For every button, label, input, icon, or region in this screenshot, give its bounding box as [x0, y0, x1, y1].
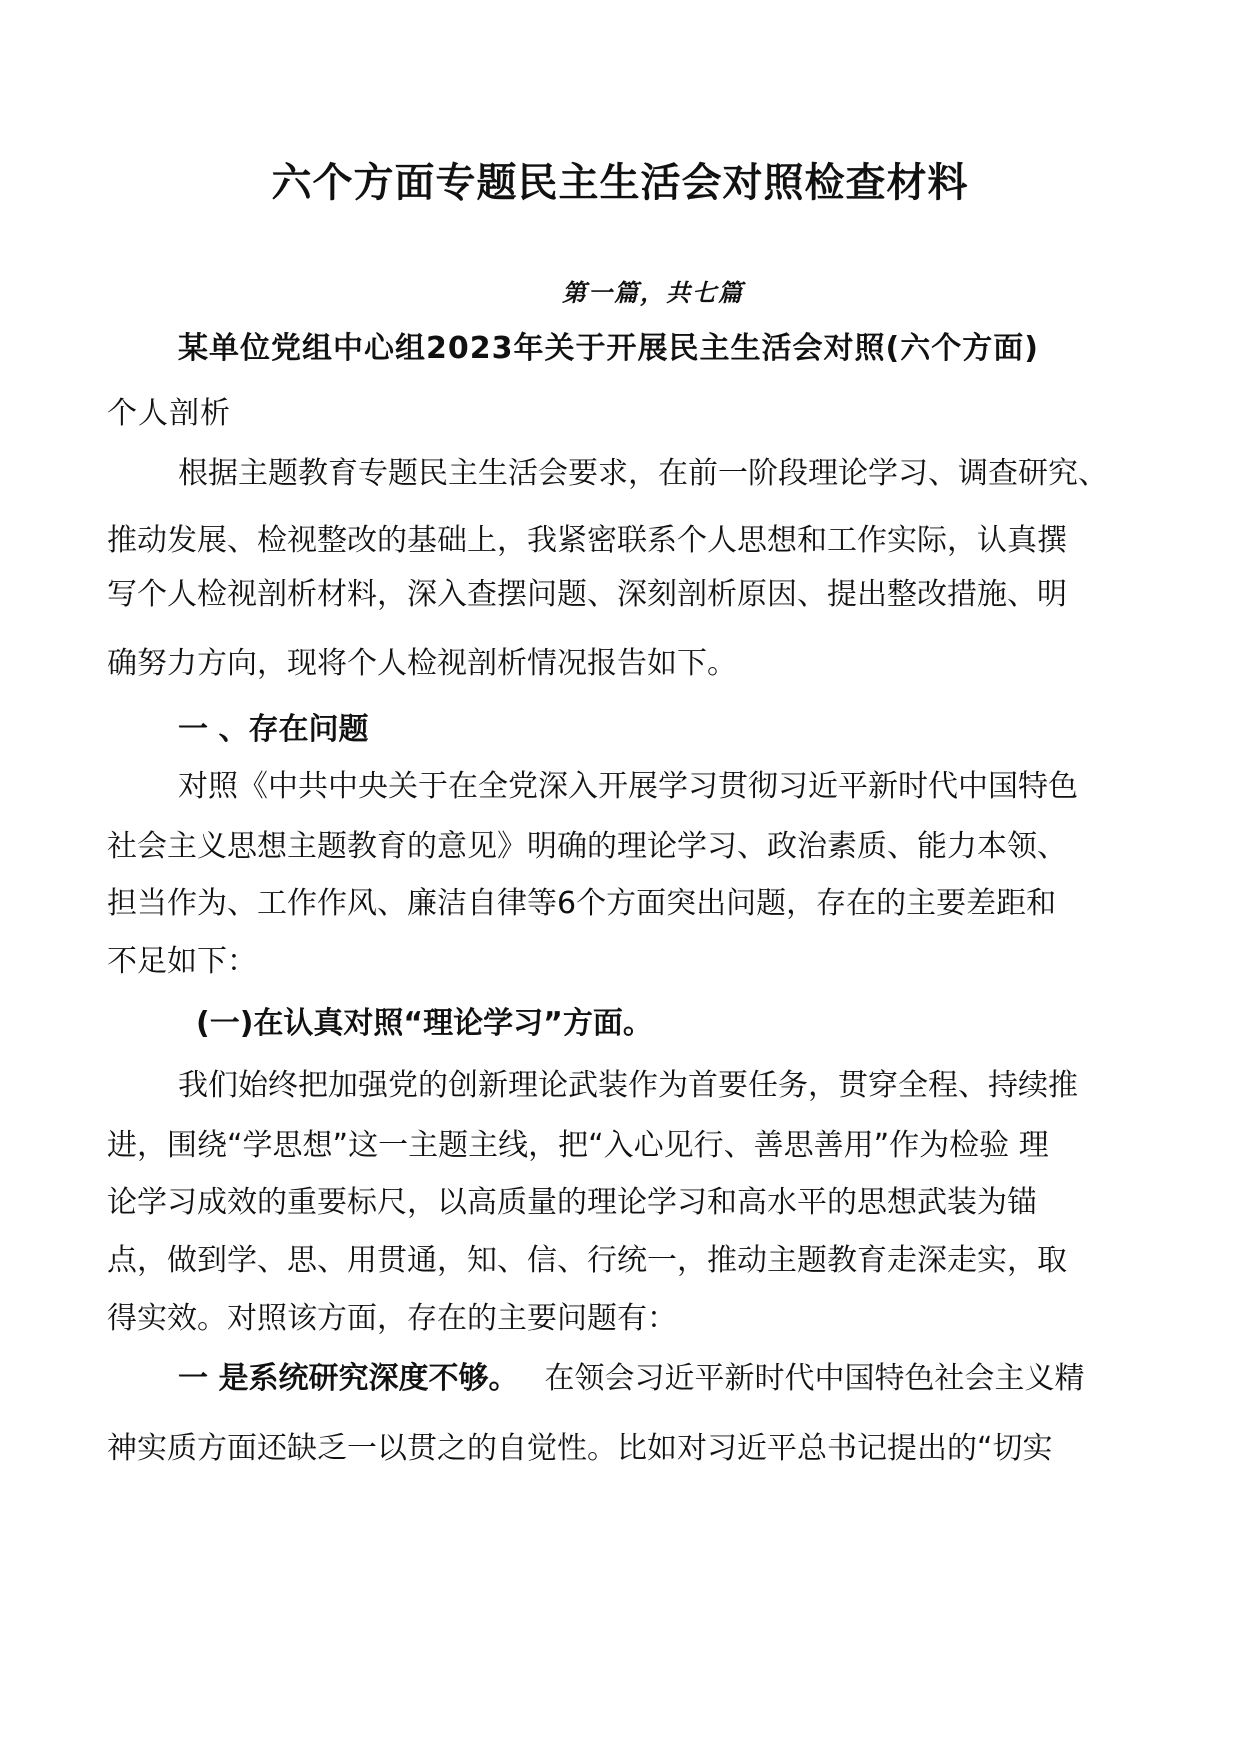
intro-line-2: 推动发展、检视整改的基础上，我紧密联系个人思想和工作实际，认真撰: [107, 523, 1067, 558]
point-1-text: 在领会习近平新时代中国特色社会主义精: [544, 1361, 1085, 1396]
chapter-label: 第一篇，共七篇: [562, 278, 744, 307]
subsection-1-line-3: 论学习成效的重要标尺，以高质量的理论学习和高水平的思想武装为锚: [107, 1185, 1037, 1220]
subsection-1-line-5: 得实效。对照该方面，存在的主要问题有：: [107, 1301, 677, 1336]
section-1-line-2: 社会主义思想主题教育的意见》明确的理论学习、政治素质、能力本领、: [107, 829, 1067, 864]
section-1-line-3: 担当作为、工作作风、廉洁自律等6个方面突出问题，存在的主要差距和: [107, 886, 1057, 921]
point-1-continuation: 神实质方面还缺乏一以贯之的自觉性。比如对习近平总书记提出的“切实: [107, 1431, 1053, 1466]
section-1-line-4: 不足如下：: [107, 944, 257, 979]
point-1-line: [178, 1360, 1084, 1398]
section-1-line-1: 对照《中共中央关于在全党深入开展学习贯彻习近平新时代中国特色: [178, 769, 1078, 804]
subtitle-continuation: 个人剖析: [107, 396, 231, 431]
document-title: 六个方面专题民主生活会对照检查材料: [271, 160, 969, 206]
subsection-1-heading: (一)在认真对照“理论学习”方面。: [196, 1006, 653, 1041]
subsection-1-line-4: 点，做到学、思、用贯通，知、信、行统一，推动主题教育走深走实，取: [107, 1243, 1067, 1278]
point-1-lead: 一 是系统研究深度不够。: [178, 1361, 519, 1396]
subtitle: 某单位党组中心组2023年关于开展民主生活会对照(六个方面): [178, 331, 1039, 366]
section-1-heading: 一 、存在问题: [178, 712, 369, 747]
intro-line-3: 写个人检视剖析材料，深入查摆问题、深刻剖析原因、提出整改措施、明: [107, 577, 1067, 612]
intro-line-1: 根据主题教育专题民主生活会要求，在前一阶段理论学习、调查研究、: [178, 456, 1108, 491]
subsection-1-line-1: 我们始终把加强党的创新理论武装作为首要任务，贯穿全程、持续推: [178, 1068, 1078, 1103]
intro-line-4: 确努力方向，现将个人检视剖析情况报告如下。: [107, 646, 737, 681]
subsection-1-line-2: 进，围绕“学思想”这一主题主线，把“入心见行、善思善用”作为检验 理: [107, 1128, 1049, 1163]
